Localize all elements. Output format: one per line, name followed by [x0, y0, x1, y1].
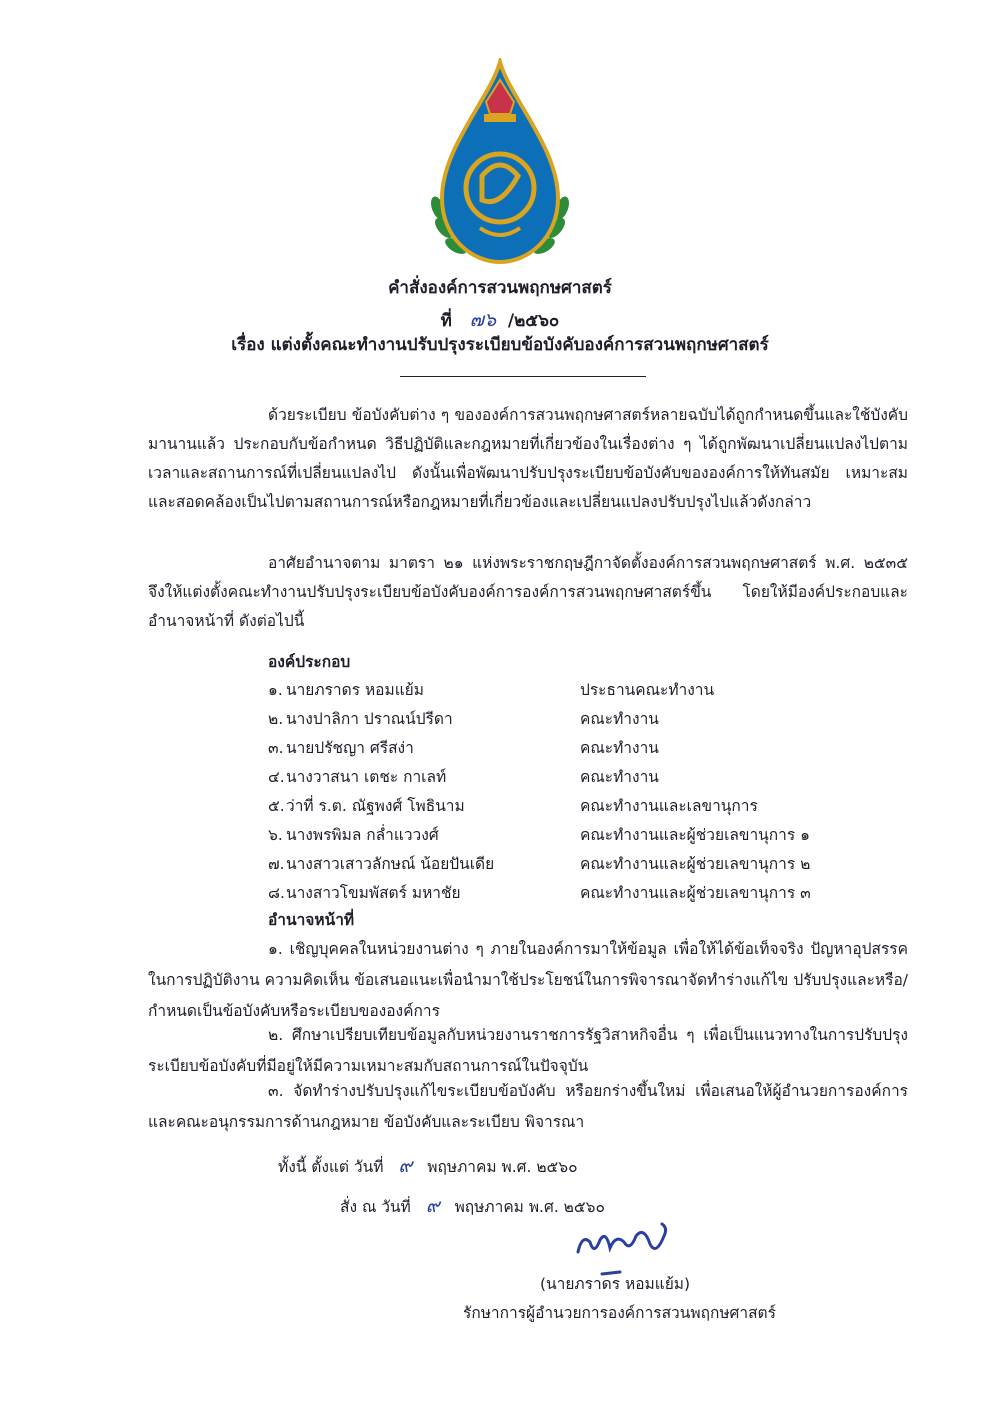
- signatory-position: รักษาการผู้อำนวยการองค์การสวนพฤกษศาสตร์: [463, 1304, 776, 1322]
- member-role: คณะทำงานและเลขานุการ: [580, 797, 758, 815]
- member-role: คณะทำงาน: [580, 710, 659, 728]
- number-prefix: ที่: [440, 311, 452, 331]
- member-role: ประธานคณะทำงาน: [580, 681, 715, 699]
- ordered-month-year: พฤษภาคม พ.ศ. ๒๕๖๐: [454, 1198, 605, 1216]
- ordered-day-handwritten: ๙: [425, 1195, 440, 1217]
- member-name: นายปรัชญา ศรีสง่า: [286, 739, 414, 757]
- organization-emblem-logo: [420, 58, 580, 268]
- member-role: คณะทำงานและผู้ช่วยเลขานุการ ๓: [580, 884, 811, 902]
- effective-date-line: [278, 1151, 578, 1181]
- handwritten-number: ๗๖: [469, 309, 497, 331]
- signatory-name: (นายภราดร หอมแย้ม): [540, 1275, 691, 1293]
- member-row: [268, 879, 908, 908]
- member-number: ๕.: [268, 797, 285, 815]
- paragraph-intro-text: ด้วยระเบียบ ข้อบังคับต่าง ๆ ขององค์การสวนพฤกษศาสตร์หลายฉบับได้ถูกกำหนดขึ้นและใช้บังคับมานานแล้ว ประกอบกับข้อกำหนด วิธีปฏิบัติและกฎหมายที่เกี่ยวข้องในเรื่องต่าง ๆ ได้ถูกพัฒนาเปลี่ยนแปลงไปตามเวลาและสถานการณ์ที่เปลี่ยนแปลงไป ดังนั้นเพื่อพัฒนาปรับปรุงระเบียบข้อบังคับขององค์การให้ทันสมัย เหมาะสมและสอดคล้องเป็นไปตามสถานการณ์หรือกฎหมายที่เกี่ยวข้องและเปลี่ยนแปลงปรับปรุงไปแล้วดังกล่าว: [148, 406, 908, 511]
- header-divider: [400, 376, 646, 377]
- ordered-date-line: [340, 1191, 605, 1221]
- member-list: [268, 676, 908, 908]
- member-name: นางพรพิมล กล่ำแววงศ์: [286, 826, 439, 844]
- member-row: [268, 763, 908, 792]
- effective-prefix: ทั้งนี้ ตั้งแต่ วันที่: [278, 1158, 384, 1176]
- member-role: คณะทำงานและผู้ช่วยเลขานุการ ๒: [580, 855, 811, 873]
- member-role: คณะทำงานและผู้ช่วยเลขานุการ ๑: [580, 826, 810, 844]
- paragraph-authority: [148, 549, 908, 636]
- member-row: [268, 821, 908, 850]
- member-number: ๘.: [268, 884, 285, 902]
- ordered-prefix: สั่ง ณ วันที่: [340, 1198, 411, 1216]
- composition-heading: องค์ประกอบ: [268, 653, 351, 671]
- paragraph-intro: [148, 401, 908, 517]
- member-name: นายภราดร หอมแย้ม: [286, 681, 424, 699]
- member-row: [268, 850, 908, 879]
- member-number: ๗.: [268, 855, 285, 873]
- member-name: ว่าที่ ร.ต. ณัฐพงศ์ โพธินาม: [286, 797, 465, 815]
- member-row: [268, 705, 908, 734]
- member-number: ๖.: [268, 826, 283, 844]
- duty-text: ๓. จัดทำร่างปรับปรุงแก้ไขระเบียบข้อบังคับ หรือยกร่างขึ้นใหม่ เพื่อเสนอให้ผู้อำนวยการองค์การและคณะอนุกรรมการด้านกฎหมาย ข้อบังคับและระเบียบ พิจารณา: [148, 1082, 908, 1131]
- member-role: คณะทำงาน: [580, 768, 659, 786]
- duty-item: [148, 1020, 908, 1082]
- duties-heading: อำนาจหน้าที่: [268, 911, 355, 929]
- member-name: นางปาลิกา ปราณน์ปรีดา: [286, 710, 453, 728]
- member-number: ๓.: [268, 739, 284, 757]
- document-title: คำสั่งองค์การสวนพฤกษศาสตร์: [388, 278, 612, 298]
- duty-text: ๑. เชิญบุคคลในหน่วยงานต่าง ๆ ภายในองค์การมาให้ข้อมูล เพื่อให้ได้ข้อเท็จจริง ปัญหาอุปสรรคในการปฏิบัติงาน ความคิดเห็น ข้อเสนอแนะเพื่อนำมาใช้ประโยชน์ในการพิจารณาจัดทำร่างแก้ไข ปรับปรุงและหรือ/กำหนดเป็นข้อบังคับหรือระเบียบขององค์การ: [148, 940, 908, 1020]
- member-number: ๒.: [268, 710, 284, 728]
- member-name: นางสาวเสาวลักษณ์ น้อยปันเดีย: [286, 855, 495, 873]
- document-subject: เรื่อง แต่งตั้งคณะทำงานปรับปรุงระเบียบข้อบังคับองค์การสวนพฤกษศาสตร์: [231, 335, 769, 355]
- effective-month-year: พฤษภาคม พ.ศ. ๒๕๖๐: [427, 1158, 578, 1176]
- number-suffix: /๒๕๖๐: [507, 311, 560, 331]
- member-row: [268, 792, 908, 821]
- member-row: [268, 676, 908, 705]
- member-row: [268, 734, 908, 763]
- effective-day-handwritten: ๙: [398, 1155, 413, 1177]
- duty-item: [148, 934, 908, 1027]
- duty-item: [148, 1076, 908, 1138]
- member-number: ๔.: [268, 768, 285, 786]
- duty-text: ๒. ศึกษาเปรียบเทียบข้อมูลกับหน่วยงานราชการรัฐวิสาหกิจอื่น ๆ เพื่อเป็นแนวทางในการปรับปรุงระเบียบข้อบังคับที่มีอยู่ให้มีความเหมาะสมกับสถานการณ์ในปัจจุบัน: [148, 1026, 908, 1075]
- member-role: คณะทำงาน: [580, 739, 659, 757]
- member-name: นางวาสนา เตชะ กาเลท์: [286, 768, 447, 786]
- paragraph-authority-text: อาศัยอำนาจตาม มาตรา ๒๑ แห่งพระราชกฤษฎีกาจัดตั้งองค์การสวนพฤกษศาสตร์ พ.ศ. ๒๕๓๕ จึงให้แต่งตั้งคณะทำงานปรับปรุงระเบียบข้อบังคับองค์การองค์การสวนพฤกษศาสตร์ขึ้น โดยให้มีองค์ประกอบและอำนาจหน้าที่ ดังต่อไปนี้: [148, 554, 908, 630]
- member-number: ๑.: [268, 681, 283, 699]
- member-name: นางสาวโขมพัสตร์ มหาชัย: [286, 884, 461, 902]
